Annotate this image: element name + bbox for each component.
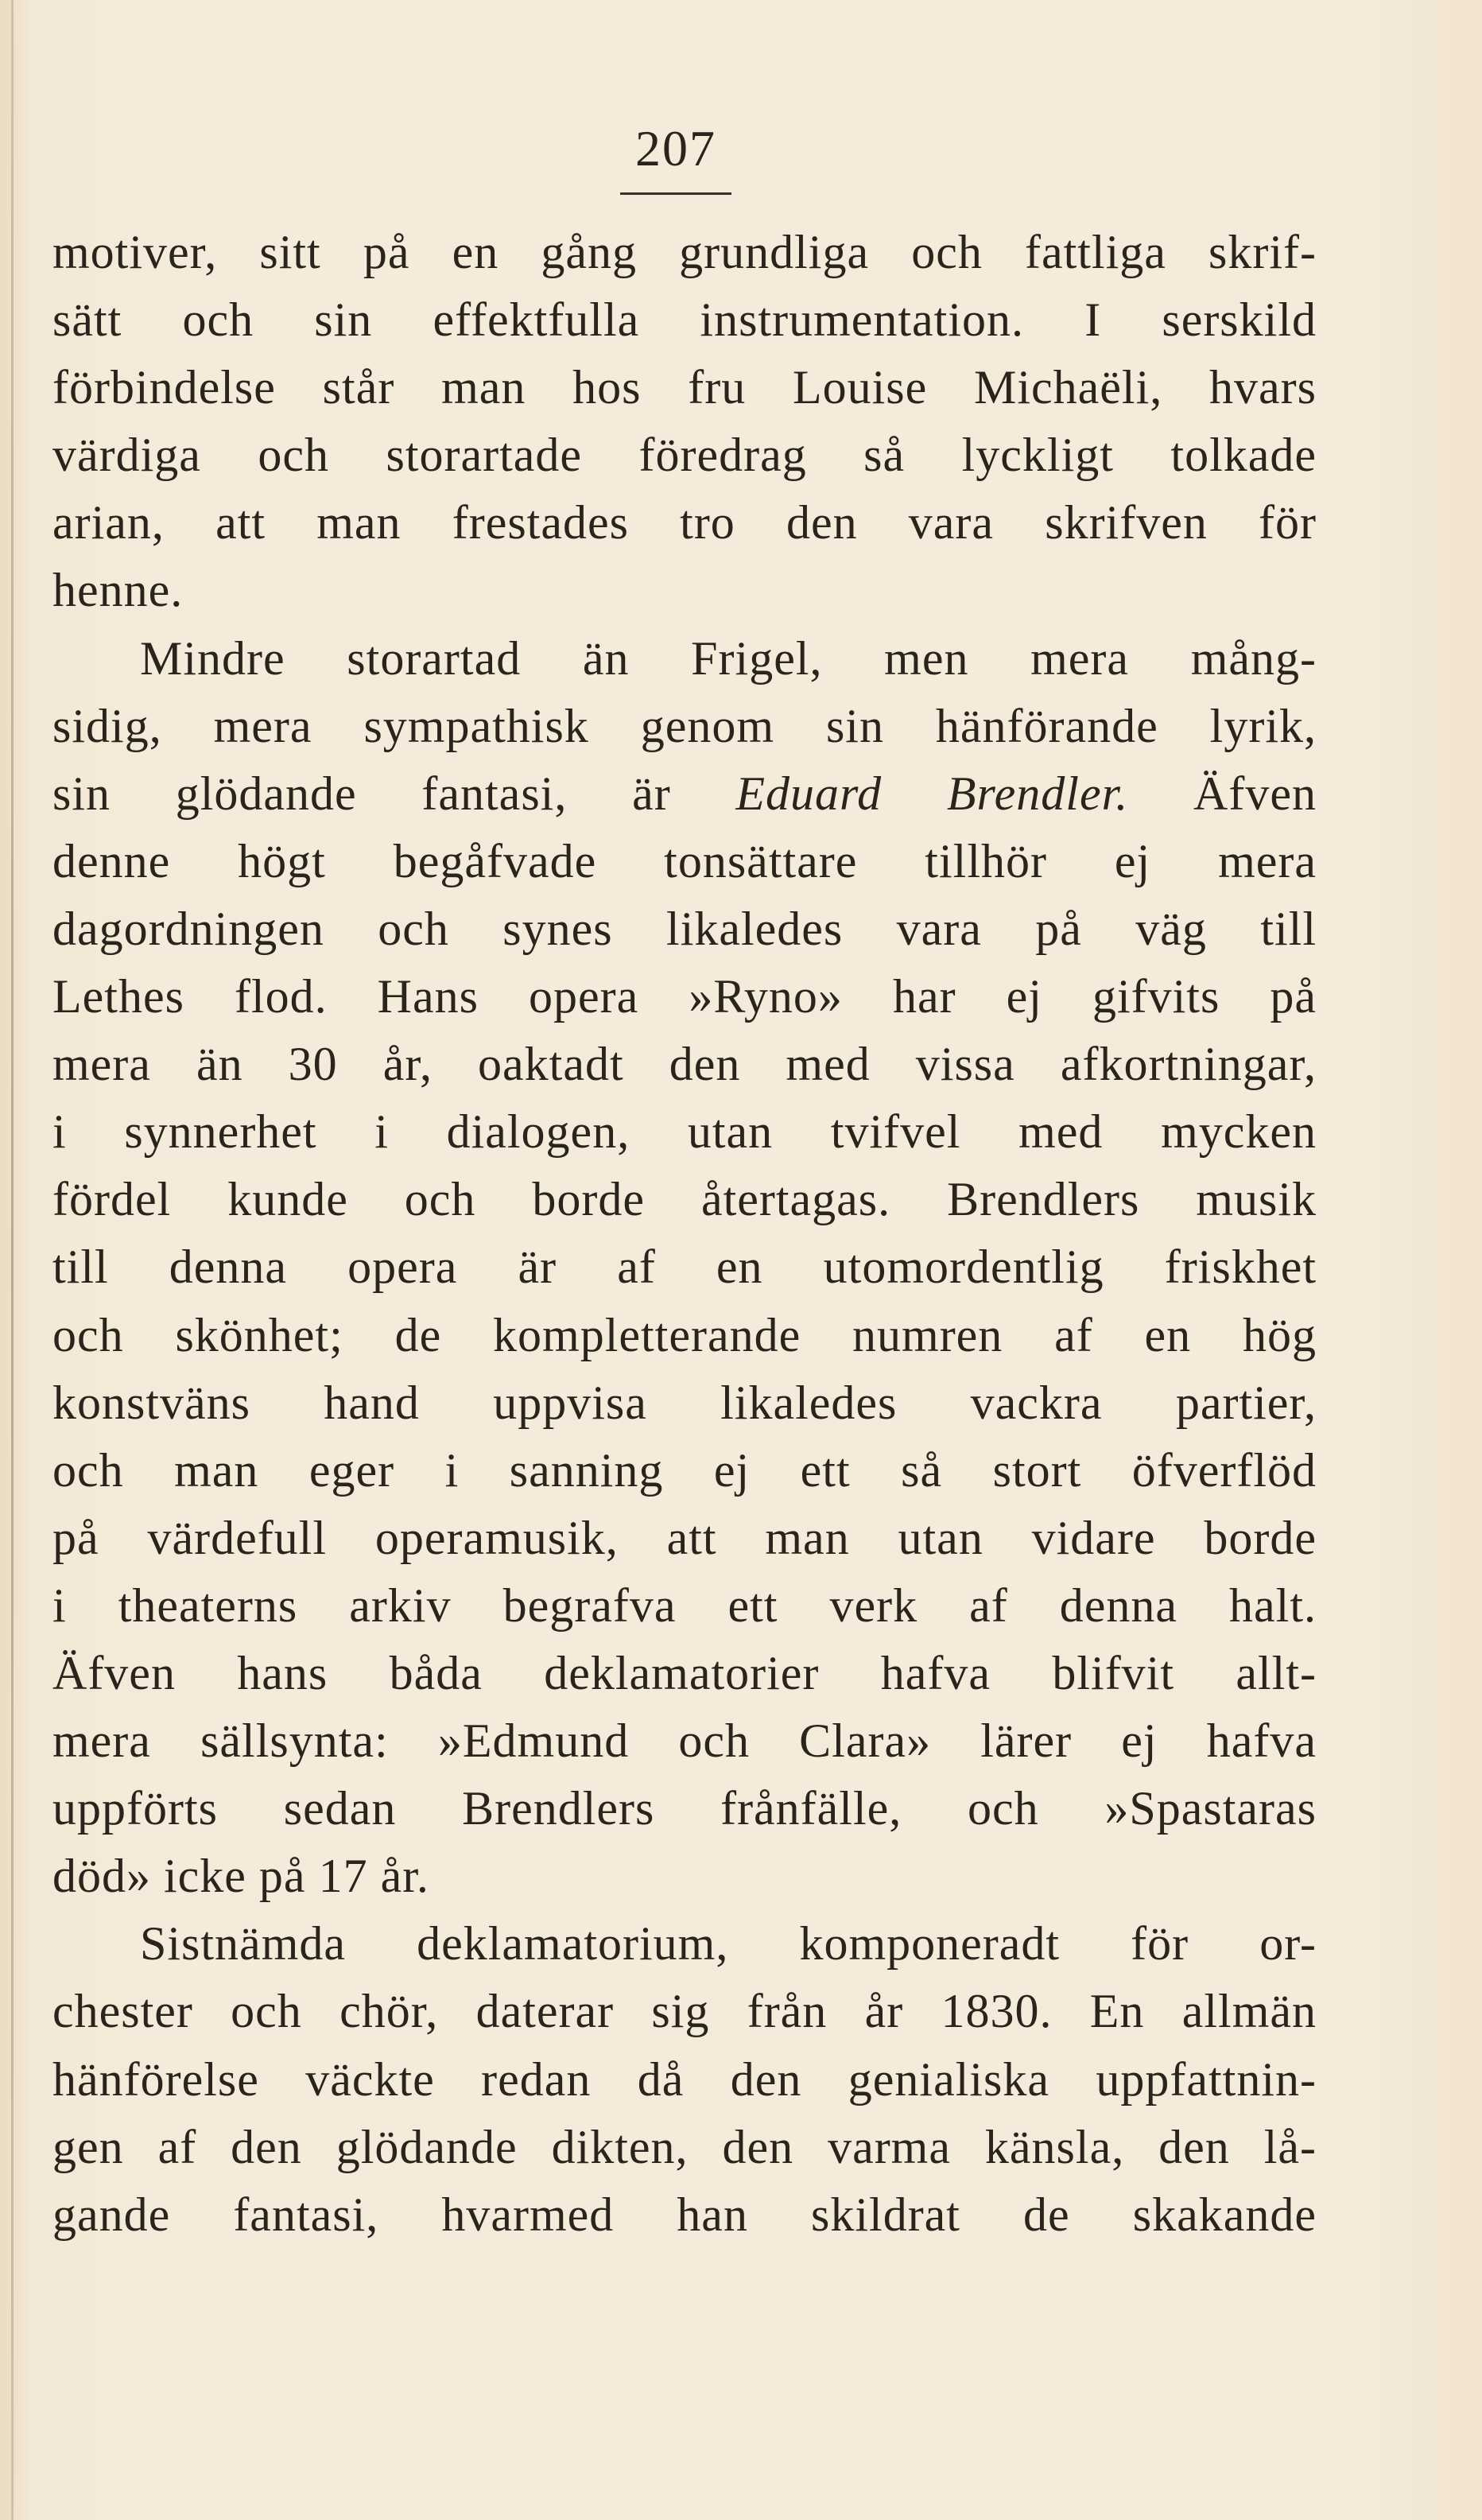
text-line: arian, att man frestades tro den vara skrifven för (52, 496, 1317, 549)
text-line: mera än 30 år, oaktadt den med vissa afkortningar, (52, 1038, 1317, 1091)
text-line: henne. (52, 564, 184, 617)
text-line (52, 760, 1317, 828)
text-line: dagordningen och synes likaledes vara på väg till (52, 902, 1317, 955)
text-line: konstväns hand uppvisa likaledes vackra partier, (52, 1376, 1317, 1429)
text-line: hänförelse väckte redan då den genialiska uppfattnin- (52, 2052, 1317, 2106)
text-line: och man eger i sanning ej ett så stort öfverflöd (52, 1443, 1317, 1497)
text-line: gande fantasi, hvarmed han skildrat de skakande (52, 2188, 1317, 2241)
text-line: chester och chör, daterar sig från år 1830. En allmän (52, 1985, 1317, 2038)
body-text (52, 219, 1317, 2249)
text-line: Äfven hans båda deklamatorier hafva blifvit allt- (52, 1646, 1317, 1699)
text-line: denne högt begåfvade tonsättare tillhör ej mera (52, 834, 1317, 887)
text-line: till denna opera är af en utomordentlig friskhet (52, 1241, 1317, 1294)
emphasized-name: Eduard Brendler. (735, 767, 1129, 820)
text-line: Mindre storartad än Frigel, men mera mång- (140, 631, 1317, 685)
text-line: gen af den glödande dikten, den varma känsla, den lå- (52, 2120, 1317, 2173)
binding-edge (11, 0, 14, 2520)
text-line: sidig, mera sympathisk genom sin hänförande lyrik, (52, 699, 1317, 752)
text-line: motiver, sitt på en gång grundliga och fattliga skrif- (52, 226, 1317, 278)
text-line: uppförts sedan Brendlers frånfälle, och »Spastaras (52, 1782, 1317, 1835)
text-line: död» icke på 17 år. (52, 1850, 429, 1903)
text-line: fördel kunde och borde återtagas. Brendlers musik (52, 1173, 1317, 1226)
text-line: Sistnämda deklamatorium, komponeradt för or- (140, 1917, 1317, 1971)
text-line: värdiga och storartade föredrag så lyckligt tolkade (52, 429, 1317, 482)
text-line: i theaterns arkiv begrafva ett verk af denna halt. (52, 1578, 1317, 1632)
text-line: på värdefull operamusik, att man utan vidare borde (52, 1511, 1317, 1564)
page-number-rule (620, 192, 731, 195)
text-line: och skönhet; de kompletterande numren af en hög (52, 1308, 1317, 1361)
text-segment: sin glödande fantasi, är (52, 767, 736, 820)
text-line: förbindelse står man hos fru Louise Michaëli, hvars (52, 361, 1317, 414)
text-segment: Äfven (1128, 767, 1317, 820)
text-line: sätt och sin effektfulla instrumentation. I serskild (52, 293, 1317, 347)
text-line: i synnerhet i dialogen, utan tvifvel med mycken (52, 1105, 1317, 1159)
page-number: 207 (635, 120, 716, 177)
text-line: mera sällsynta: »Edmund och Clara» lärer ej hafva (52, 1714, 1317, 1768)
text-line: Lethes flod. Hans opera »Ryno» har ej gifvits på (52, 970, 1317, 1023)
